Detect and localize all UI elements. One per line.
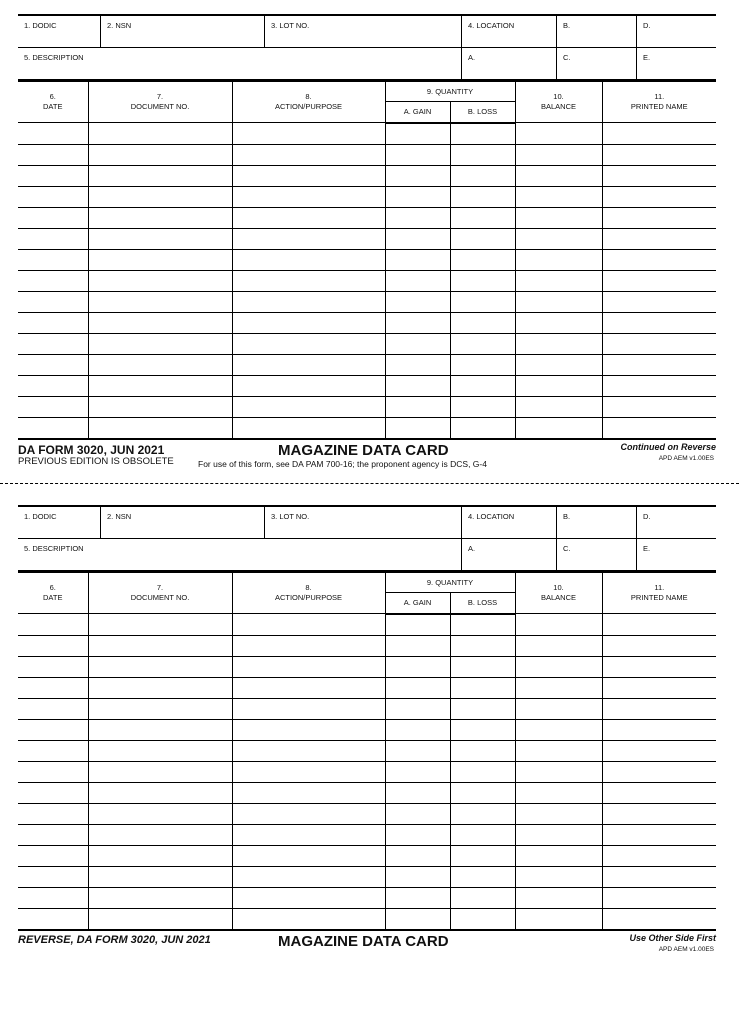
cell-document[interactable] — [88, 291, 232, 312]
col-document-header: 7. DOCUMENT NO. — [88, 82, 232, 123]
cell-gain[interactable] — [385, 908, 450, 930]
cell-gain[interactable] — [385, 144, 450, 165]
cell-document[interactable] — [88, 782, 232, 803]
cell-document[interactable] — [88, 354, 232, 375]
cell-balance[interactable] — [515, 803, 602, 824]
cell-document[interactable] — [88, 207, 232, 228]
table-row — [18, 635, 716, 656]
cell-gain[interactable] — [385, 333, 450, 354]
cell-action[interactable] — [232, 656, 385, 677]
col-action-header: 8. ACTION/PURPOSE — [232, 573, 385, 614]
cell-name[interactable] — [602, 719, 716, 740]
cell-document[interactable] — [88, 719, 232, 740]
table-row — [18, 144, 716, 165]
cell-gain[interactable] — [385, 740, 450, 761]
col-date-header: 6. DATE — [18, 82, 88, 123]
cell-name[interactable] — [602, 803, 716, 824]
cell-loss[interactable] — [450, 887, 515, 908]
cell-balance[interactable] — [515, 291, 602, 312]
col-name-header: 11. PRINTED NAME — [602, 573, 716, 614]
cell-action[interactable] — [232, 270, 385, 291]
cell-action[interactable] — [232, 144, 385, 165]
cell-balance[interactable] — [515, 677, 602, 698]
magazine-data-card-reverse — [18, 505, 716, 975]
cell-gain[interactable] — [385, 866, 450, 887]
cell-name[interactable] — [602, 845, 716, 866]
cell-gain[interactable] — [385, 228, 450, 249]
cell-document[interactable] — [88, 614, 232, 636]
cell-gain[interactable] — [385, 782, 450, 803]
cell-date[interactable] — [18, 396, 88, 417]
cell-name[interactable] — [602, 824, 716, 845]
cell-name[interactable] — [602, 165, 716, 186]
cell-document[interactable] — [88, 123, 232, 145]
cell-loss[interactable] — [450, 123, 515, 145]
cell-gain[interactable] — [385, 312, 450, 333]
cell-date[interactable] — [18, 207, 88, 228]
cell-document[interactable] — [88, 887, 232, 908]
cell-date[interactable] — [18, 614, 88, 636]
transaction-log-table — [18, 81, 716, 440]
cell-loss[interactable] — [450, 656, 515, 677]
location-c-field[interactable]: C. — [556, 539, 636, 570]
cell-loss[interactable] — [450, 417, 515, 439]
cell-date[interactable] — [18, 761, 88, 782]
col-document-header: 7. DOCUMENT NO. — [88, 573, 232, 614]
table-row — [18, 824, 716, 845]
cell-gain[interactable] — [385, 887, 450, 908]
cell-gain[interactable] — [385, 249, 450, 270]
cell-date[interactable] — [18, 312, 88, 333]
col-date-header: 6. DATE — [18, 573, 88, 614]
cell-gain[interactable] — [385, 614, 450, 636]
cell-balance[interactable] — [515, 396, 602, 417]
cell-action[interactable] — [232, 635, 385, 656]
cell-document[interactable] — [88, 803, 232, 824]
cell-loss[interactable] — [450, 803, 515, 824]
form-number: REVERSE, DA FORM 3020, JUN 2021 — [18, 933, 211, 946]
cell-loss[interactable] — [450, 291, 515, 312]
cell-date[interactable] — [18, 375, 88, 396]
cell-balance[interactable] — [515, 207, 602, 228]
cell-date[interactable] — [18, 165, 88, 186]
col-balance-header: 10. BALANCE — [515, 82, 602, 123]
cell-name[interactable] — [602, 333, 716, 354]
col-loss-header: B. LOSS — [450, 593, 515, 614]
cell-action[interactable] — [232, 207, 385, 228]
location-field[interactable]: 4. LOCATION — [461, 16, 556, 47]
cell-gain[interactable] — [385, 396, 450, 417]
cell-name[interactable] — [602, 656, 716, 677]
cell-action[interactable] — [232, 375, 385, 396]
cell-date[interactable] — [18, 635, 88, 656]
table-row — [18, 698, 716, 719]
cell-action[interactable] — [232, 908, 385, 930]
location-c-field[interactable]: C. — [556, 48, 636, 79]
cell-balance[interactable] — [515, 186, 602, 207]
cell-action[interactable] — [232, 291, 385, 312]
nsn-field[interactable]: 2. NSN — [100, 507, 264, 538]
cell-gain[interactable] — [385, 656, 450, 677]
cell-action[interactable] — [232, 396, 385, 417]
cell-name[interactable] — [602, 354, 716, 375]
cell-gain[interactable] — [385, 803, 450, 824]
cell-name[interactable] — [602, 761, 716, 782]
table-row — [18, 656, 716, 677]
cell-action[interactable] — [232, 761, 385, 782]
cell-document[interactable] — [88, 165, 232, 186]
table-row — [18, 396, 716, 417]
cell-loss[interactable] — [450, 354, 515, 375]
cell-document[interactable] — [88, 761, 232, 782]
cell-gain[interactable] — [385, 417, 450, 439]
continued-note: Continued on Reverse — [620, 441, 716, 452]
cell-document[interactable] — [88, 740, 232, 761]
cell-date[interactable] — [18, 908, 88, 930]
cell-action[interactable] — [232, 123, 385, 145]
table-row — [18, 165, 716, 186]
cell-action[interactable] — [232, 866, 385, 887]
cell-date[interactable] — [18, 887, 88, 908]
cell-date[interactable] — [18, 677, 88, 698]
dodic-field[interactable]: 1. DODIC — [24, 512, 57, 521]
table-row — [18, 333, 716, 354]
cell-gain[interactable] — [385, 165, 450, 186]
cell-gain[interactable] — [385, 824, 450, 845]
cell-document[interactable] — [88, 656, 232, 677]
cell-balance[interactable] — [515, 165, 602, 186]
cell-loss[interactable] — [450, 270, 515, 291]
cell-date[interactable] — [18, 782, 88, 803]
cell-loss[interactable] — [450, 866, 515, 887]
location-b-field[interactable]: B. — [556, 507, 636, 538]
cell-action[interactable] — [232, 677, 385, 698]
table-row — [18, 677, 716, 698]
cell-date[interactable] — [18, 186, 88, 207]
cell-loss[interactable] — [450, 249, 515, 270]
cell-loss[interactable] — [450, 207, 515, 228]
table-row — [18, 803, 716, 824]
table-row — [18, 719, 716, 740]
form-title: MAGAZINE DATA CARD — [278, 441, 449, 459]
cell-date[interactable] — [18, 333, 88, 354]
table-row — [18, 270, 716, 291]
cell-document[interactable] — [88, 228, 232, 249]
cell-balance[interactable] — [515, 635, 602, 656]
cell-balance[interactable] — [515, 866, 602, 887]
cell-balance[interactable] — [515, 908, 602, 930]
cell-date[interactable] — [18, 845, 88, 866]
cell-gain[interactable] — [385, 270, 450, 291]
cell-action[interactable] — [232, 354, 385, 375]
cell-balance[interactable] — [515, 656, 602, 677]
col-quantity-header: 9. QUANTITY — [385, 82, 515, 102]
cell-gain[interactable] — [385, 719, 450, 740]
lot-no-field[interactable]: 3. LOT NO. — [264, 507, 461, 538]
cell-balance[interactable] — [515, 417, 602, 439]
cell-action[interactable] — [232, 228, 385, 249]
cell-date[interactable] — [18, 719, 88, 740]
cell-balance[interactable] — [515, 354, 602, 375]
location-field[interactable]: 4. LOCATION — [461, 507, 556, 538]
cell-gain[interactable] — [385, 698, 450, 719]
cell-action[interactable] — [232, 186, 385, 207]
cell-gain[interactable] — [385, 354, 450, 375]
col-action-header: 8. ACTION/PURPOSE — [232, 82, 385, 123]
reverse-footer — [18, 931, 716, 975]
location-a-field[interactable]: A. — [461, 539, 556, 570]
cell-document[interactable] — [88, 698, 232, 719]
cell-balance[interactable] — [515, 719, 602, 740]
cell-name[interactable] — [602, 228, 716, 249]
cell-balance[interactable] — [515, 375, 602, 396]
cell-name[interactable] — [602, 635, 716, 656]
transaction-log-table — [18, 572, 716, 931]
cut-line — [0, 483, 739, 484]
cell-action[interactable] — [232, 887, 385, 908]
cell-balance[interactable] — [515, 782, 602, 803]
cell-name[interactable] — [602, 249, 716, 270]
location-e-field[interactable]: E. — [636, 539, 716, 570]
cell-loss[interactable] — [450, 165, 515, 186]
cell-document[interactable] — [88, 677, 232, 698]
cell-date[interactable] — [18, 740, 88, 761]
cell-document[interactable] — [88, 249, 232, 270]
cell-date[interactable] — [18, 144, 88, 165]
cell-balance[interactable] — [515, 249, 602, 270]
cell-loss[interactable] — [450, 186, 515, 207]
cell-name[interactable] — [602, 908, 716, 930]
cell-name[interactable] — [602, 698, 716, 719]
cell-loss[interactable] — [450, 824, 515, 845]
col-quantity-header: 9. QUANTITY — [385, 573, 515, 593]
cell-gain[interactable] — [385, 207, 450, 228]
cell-gain[interactable] — [385, 123, 450, 145]
cell-loss[interactable] — [450, 312, 515, 333]
description-field[interactable]: 5. DESCRIPTION — [24, 53, 84, 62]
location-d-field[interactable]: D. — [636, 16, 716, 47]
log-rows — [18, 123, 716, 439]
col-gain-header: A. GAIN — [385, 593, 450, 614]
cell-name[interactable] — [602, 887, 716, 908]
cell-loss[interactable] — [450, 719, 515, 740]
cell-loss[interactable] — [450, 698, 515, 719]
previous-edition-note: PREVIOUS EDITION IS OBSOLETE — [18, 455, 174, 467]
col-balance-header: 10. BALANCE — [515, 573, 602, 614]
cell-document[interactable] — [88, 866, 232, 887]
cell-name[interactable] — [602, 396, 716, 417]
cell-document[interactable] — [88, 270, 232, 291]
location-e-field[interactable]: E. — [636, 48, 716, 79]
cell-balance[interactable] — [515, 698, 602, 719]
cell-balance[interactable] — [515, 887, 602, 908]
table-row — [18, 291, 716, 312]
col-loss-header: B. LOSS — [450, 102, 515, 123]
table-row — [18, 207, 716, 228]
cell-name[interactable] — [602, 866, 716, 887]
cell-date[interactable] — [18, 291, 88, 312]
cell-loss[interactable] — [450, 614, 515, 636]
col-gain-header: A. GAIN — [385, 102, 450, 123]
cell-balance[interactable] — [515, 761, 602, 782]
cell-name[interactable] — [602, 312, 716, 333]
cell-document[interactable] — [88, 333, 232, 354]
cell-loss[interactable] — [450, 677, 515, 698]
cell-date[interactable] — [18, 866, 88, 887]
cell-loss[interactable] — [450, 740, 515, 761]
form-number: DA FORM 3020, JUN 2021 — [18, 442, 165, 457]
cell-name[interactable] — [602, 614, 716, 636]
cell-gain[interactable] — [385, 291, 450, 312]
cell-date[interactable] — [18, 249, 88, 270]
table-row — [18, 740, 716, 761]
cell-document[interactable] — [88, 312, 232, 333]
cell-action[interactable] — [232, 803, 385, 824]
cell-balance[interactable] — [515, 312, 602, 333]
cell-name[interactable] — [602, 186, 716, 207]
cell-action[interactable] — [232, 417, 385, 439]
cell-loss[interactable] — [450, 396, 515, 417]
cell-loss[interactable] — [450, 375, 515, 396]
card-header — [18, 505, 716, 572]
cell-action[interactable] — [232, 719, 385, 740]
table-row — [18, 228, 716, 249]
cell-loss[interactable] — [450, 782, 515, 803]
table-row — [18, 354, 716, 375]
description-field[interactable]: 5. DESCRIPTION — [24, 544, 84, 553]
location-b-field[interactable]: B. — [556, 16, 636, 47]
cell-gain[interactable] — [385, 186, 450, 207]
cell-document[interactable] — [88, 635, 232, 656]
table-row — [18, 887, 716, 908]
apd-version: APD AEM v1.00ES — [658, 945, 714, 953]
cell-date[interactable] — [18, 270, 88, 291]
cell-loss[interactable] — [450, 228, 515, 249]
location-d-field[interactable]: D. — [636, 507, 716, 538]
cell-balance[interactable] — [515, 740, 602, 761]
cell-date[interactable] — [18, 824, 88, 845]
cell-loss[interactable] — [450, 333, 515, 354]
table-row — [18, 375, 716, 396]
cell-date[interactable] — [18, 656, 88, 677]
cell-balance[interactable] — [515, 333, 602, 354]
cell-action[interactable] — [232, 312, 385, 333]
location-a-field[interactable]: A. — [461, 48, 556, 79]
cell-loss[interactable] — [450, 845, 515, 866]
cell-date[interactable] — [18, 803, 88, 824]
cell-document[interactable] — [88, 417, 232, 439]
cell-action[interactable] — [232, 740, 385, 761]
cell-gain[interactable] — [385, 845, 450, 866]
cell-name[interactable] — [602, 207, 716, 228]
cell-balance[interactable] — [515, 845, 602, 866]
dodic-field[interactable]: 1. DODIC — [24, 21, 57, 30]
cell-document[interactable] — [88, 144, 232, 165]
cell-date[interactable] — [18, 698, 88, 719]
cell-gain[interactable] — [385, 761, 450, 782]
magazine-data-card-front — [18, 14, 716, 484]
cell-document[interactable] — [88, 396, 232, 417]
cell-name[interactable] — [602, 144, 716, 165]
table-row — [18, 249, 716, 270]
cell-balance[interactable] — [515, 614, 602, 636]
table-row — [18, 123, 716, 145]
cell-date[interactable] — [18, 354, 88, 375]
cell-action[interactable] — [232, 824, 385, 845]
table-row — [18, 782, 716, 803]
cell-name[interactable] — [602, 417, 716, 439]
cell-action[interactable] — [232, 845, 385, 866]
cell-document[interactable] — [88, 824, 232, 845]
lot-no-field[interactable]: 3. LOT NO. — [264, 16, 461, 47]
table-row — [18, 908, 716, 930]
nsn-field[interactable]: 2. NSN — [100, 16, 264, 47]
cell-date[interactable] — [18, 417, 88, 439]
cell-balance[interactable] — [515, 123, 602, 145]
cell-balance[interactable] — [515, 228, 602, 249]
cell-name[interactable] — [602, 270, 716, 291]
cell-balance[interactable] — [515, 824, 602, 845]
table-row — [18, 866, 716, 887]
cell-loss[interactable] — [450, 635, 515, 656]
apd-version: APD AEM v1.00ES — [658, 454, 714, 462]
cell-loss[interactable] — [450, 908, 515, 930]
cell-name[interactable] — [602, 677, 716, 698]
cell-document[interactable] — [88, 186, 232, 207]
cell-document[interactable] — [88, 375, 232, 396]
usage-note: For use of this form, see DA PAM 700-16; the proponent agency is DCS, G-4 — [198, 458, 487, 469]
front-footer — [18, 440, 716, 484]
cell-name[interactable] — [602, 123, 716, 145]
table-row — [18, 614, 716, 636]
cell-date[interactable] — [18, 123, 88, 145]
cell-loss[interactable] — [450, 144, 515, 165]
cell-date[interactable] — [18, 228, 88, 249]
table-row — [18, 845, 716, 866]
cell-name[interactable] — [602, 291, 716, 312]
table-row — [18, 417, 716, 439]
card-header — [18, 14, 716, 81]
cell-gain[interactable] — [385, 375, 450, 396]
cell-action[interactable] — [232, 333, 385, 354]
cell-name[interactable] — [602, 782, 716, 803]
cell-document[interactable] — [88, 845, 232, 866]
table-row — [18, 312, 716, 333]
col-name-header: 11. PRINTED NAME — [602, 82, 716, 123]
cell-action[interactable] — [232, 165, 385, 186]
cell-gain[interactable] — [385, 635, 450, 656]
table-row — [18, 186, 716, 207]
cell-action[interactable] — [232, 249, 385, 270]
cell-action[interactable] — [232, 614, 385, 636]
use-other-side-note: Use Other Side First — [629, 932, 716, 943]
cell-gain[interactable] — [385, 677, 450, 698]
cell-action[interactable] — [232, 698, 385, 719]
cell-balance[interactable] — [515, 270, 602, 291]
cell-balance[interactable] — [515, 144, 602, 165]
cell-name[interactable] — [602, 740, 716, 761]
cell-name[interactable] — [602, 375, 716, 396]
cell-action[interactable] — [232, 782, 385, 803]
log-rows — [18, 614, 716, 930]
form-title: MAGAZINE DATA CARD — [278, 932, 449, 950]
cell-loss[interactable] — [450, 761, 515, 782]
table-row — [18, 761, 716, 782]
cell-document[interactable] — [88, 908, 232, 930]
